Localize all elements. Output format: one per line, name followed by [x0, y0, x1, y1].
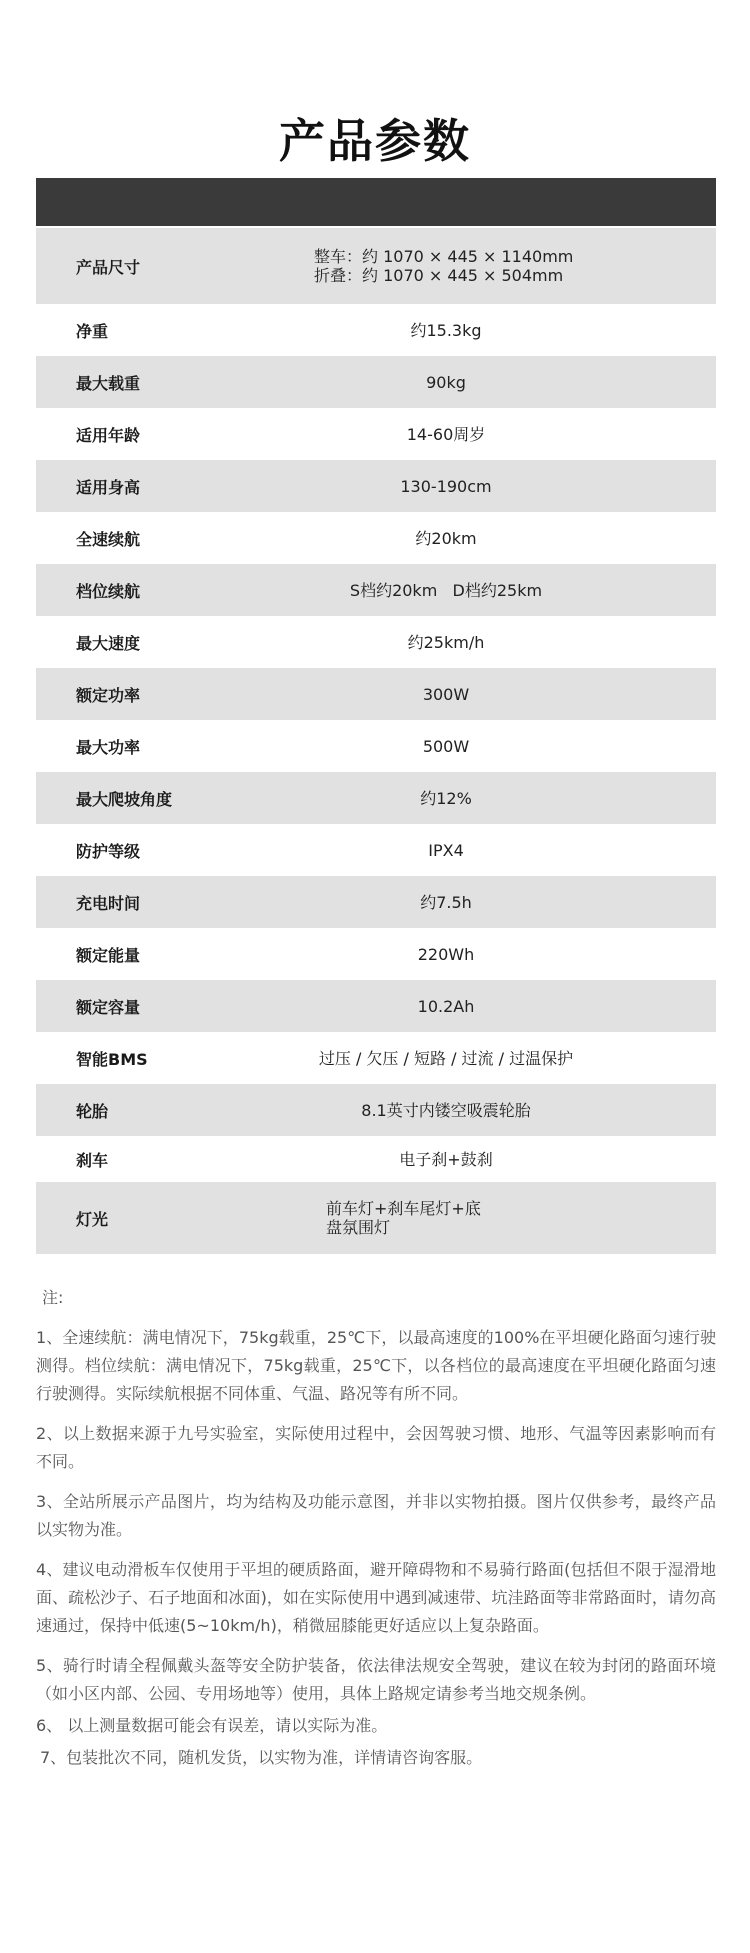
- spec-label: 额定能量: [76, 945, 141, 965]
- spec-label: 刹车: [76, 1150, 109, 1170]
- spec-label: 产品尺寸: [76, 257, 141, 277]
- spec-value: 8.1英寸内镂空吸震轮胎: [361, 1100, 531, 1120]
- spec-row-max-power: [36, 720, 716, 772]
- spec-label: 额定功率: [76, 685, 141, 705]
- spec-row-height: [36, 460, 716, 512]
- note-item: 3、全站所展示产品图片，均为结构及功能示意图，并非以实物拍摄。图片仅供参考，最终产品以实物为准。: [36, 1492, 716, 1539]
- spec-label: 防护等级: [76, 841, 141, 861]
- spec-label: 最大载重: [76, 373, 141, 393]
- note-item: 6、 以上测量数据可能会有误差，请以实际为准。: [36, 1716, 388, 1735]
- spec-value: 14-60周岁: [406, 424, 486, 444]
- spec-value: 10.2Ah: [417, 996, 475, 1016]
- spec-row-rated-power: [36, 668, 716, 720]
- spec-value-line: 盘氛围灯: [326, 1218, 391, 1237]
- spec-value-line: 折叠：约 1070 × 445 × 504mm: [314, 266, 564, 285]
- spec-value: 130-190cm: [400, 476, 492, 496]
- spec-value: 电子刹+鼓刹: [399, 1149, 493, 1169]
- spec-value-line: 前车灯+刹车尾灯+底: [326, 1199, 481, 1218]
- note-item: 4、建议电动滑板车仅使用于平坦的硬质路面，避开障碍物和不易骑行路面(包括但不限于湿滑地面、疏松沙子、石子地面和冰面)，如在实际使用中遇到减速带、坑洼路面等非常路面时，请勿高速通过，保持中低速(5~10km/h)，稍微屈膝能更好适应以上复杂路面。: [36, 1560, 716, 1635]
- page-title: 产品参数: [279, 114, 471, 168]
- spec-label: 全速续航: [76, 529, 141, 549]
- spec-value-line: 整车：约 1070 × 445 × 1140mm: [314, 247, 574, 266]
- note-item: 2、以上数据来源于九号实验室，实际使用过程中，会因驾驶习惯、地形、气温等因素影响而有不同。: [36, 1424, 716, 1471]
- spec-value: 约12%: [420, 788, 472, 808]
- spec-table: [36, 228, 716, 1254]
- spec-value: 过压 / 欠压 / 短路 / 过流 / 过温保护: [318, 1048, 574, 1068]
- spec-row-max-climb: [36, 772, 716, 824]
- spec-row-age: [36, 408, 716, 460]
- spec-row-max-speed: [36, 616, 716, 668]
- spec-value: 90kg: [426, 372, 466, 392]
- spec-label: 最大功率: [76, 737, 141, 757]
- spec-label: 档位续航: [76, 581, 141, 601]
- spec-value: [314, 247, 654, 285]
- spec-value: 220Wh: [417, 944, 475, 964]
- spec-row-charge-time: [36, 876, 716, 928]
- spec-row-rated-energy: [36, 928, 716, 980]
- spec-row-rated-capacity: [36, 980, 716, 1032]
- spec-label: 最大爬坡角度: [76, 789, 173, 809]
- spec-label: 适用年龄: [76, 425, 141, 445]
- note-item: 1、全速续航：满电情况下，75kg载重，25℃下，以最高速度的100%在平坦硬化路面匀速行驶测得。档位续航：满电情况下，75kg载重，25℃下，以各档位的最高速度在平坦硬化路面匀速行驶测得。实际续航根据不同体重、气温、路况等有所不同。: [36, 1328, 716, 1403]
- notes-heading: 注:: [42, 1288, 64, 1307]
- spec-row-net-weight: [36, 304, 716, 356]
- note-item: 7、包装批次不同，随机发货，以实物为准，详情请咨询客服。: [40, 1748, 483, 1767]
- spec-row-max-load: [36, 356, 716, 408]
- spec-label: 适用身高: [76, 477, 141, 497]
- notes-section: [36, 1284, 716, 1784]
- spec-value: IPX4: [428, 840, 464, 860]
- spec-row-full-range: [36, 512, 716, 564]
- spec-label: 额定容量: [76, 997, 141, 1017]
- spec-label: 轮胎: [76, 1101, 109, 1121]
- spec-value: 约7.5h: [420, 892, 472, 912]
- spec-row-bms: [36, 1032, 716, 1084]
- spec-label: 灯光: [76, 1209, 109, 1229]
- spec-value: [326, 1199, 666, 1237]
- spec-value: 约20km: [415, 528, 477, 548]
- table-header-bar: [36, 178, 716, 226]
- spec-value: 约15.3kg: [410, 320, 482, 340]
- spec-row-lights: [36, 1182, 716, 1254]
- spec-label: 充电时间: [76, 893, 141, 913]
- spec-value: 300W: [422, 684, 470, 704]
- spec-value: 500W: [422, 736, 470, 756]
- spec-row-protection: [36, 824, 716, 876]
- spec-row-tire: [36, 1084, 716, 1136]
- spec-label: 净重: [76, 321, 109, 341]
- spec-row-gear-range: [36, 564, 716, 616]
- spec-value: 约25km/h: [407, 632, 485, 652]
- spec-row-dimensions: [36, 228, 716, 304]
- spec-value: S档约20km D档约25km: [349, 580, 543, 600]
- spec-label: 智能BMS: [76, 1049, 148, 1069]
- spec-row-brake: [36, 1136, 716, 1182]
- note-item: 5、骑行时请全程佩戴头盔等安全防护装备，依法律法规安全驾驶，建议在较为封闭的路面环境（如小区内部、公园、专用场地等）使用，具体上路规定请参考当地交规条例。: [36, 1656, 716, 1703]
- spec-label: 最大速度: [76, 633, 141, 653]
